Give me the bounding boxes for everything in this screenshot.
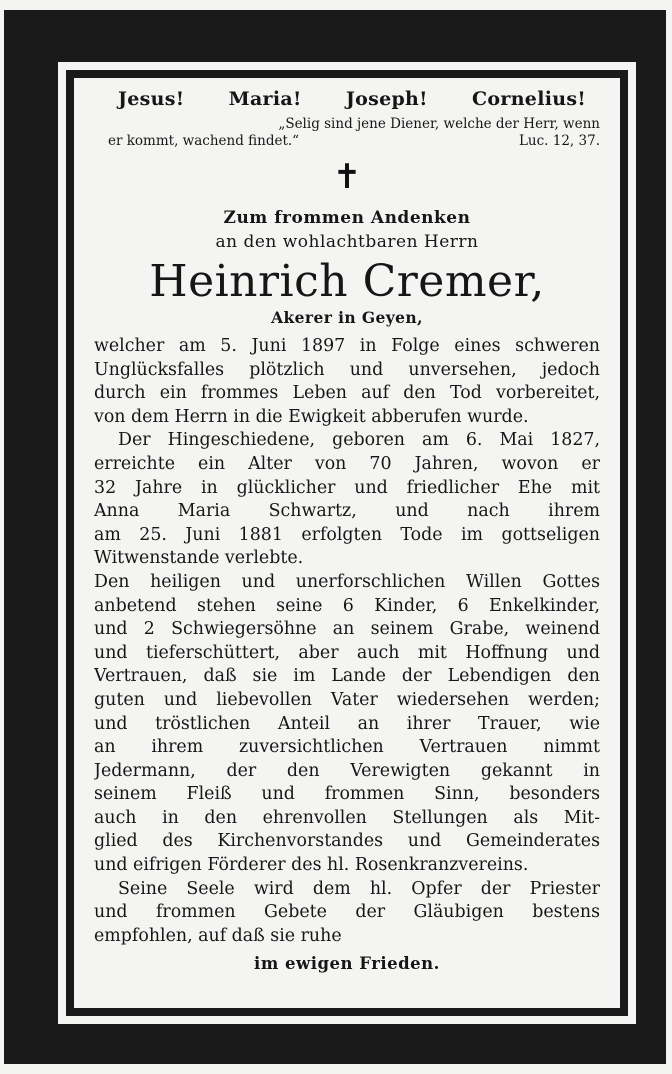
quote-text-end: er kommt, wachend findet.“: [108, 133, 300, 149]
invocation-cornelius: Cornelius!: [471, 88, 586, 110]
cross-icon: ✝: [332, 157, 362, 197]
text-line: glied des Kirchenvorstandes und Gemeinderates: [94, 831, 600, 852]
card-paper: [74, 78, 620, 1008]
text-line: Vertrauen, daß sie im Lande der Lebendigen den: [94, 666, 600, 687]
text-line: auch in den ehrenvollen Stellungen als Mit-: [94, 807, 600, 828]
memorial-heading: Zum frommen Andenken: [223, 208, 471, 228]
text-line: Seine Seele wird dem hl. Opfer der Priester: [118, 878, 600, 899]
text-line: Anna Maria Schwartz, und nach ihrem: [94, 501, 600, 522]
text-line: Der Hingeschiedene, geboren am 6. Mai 1827,: [118, 430, 600, 451]
text-line: und frommen Gebete der Gläubigen bestens: [94, 902, 600, 923]
bible-quote: [94, 116, 600, 150]
text-line: seinem Fleiß und frommen Sinn, besonders: [94, 784, 600, 805]
text-line: und 2 Schwiegersöhne an seinem Grabe, weinend: [94, 619, 600, 640]
text-line: empfohlen, auf daß sie ruhe: [94, 925, 342, 946]
invocation-line: [94, 88, 600, 110]
text-line: Den heiligen und unerforschlichen Willen Gottes: [94, 571, 600, 592]
card-content: [94, 88, 600, 973]
text-line: welcher am 5. Juni 1897 in Folge eines schweren: [94, 336, 600, 356]
deceased-occupation: Akerer in Geyen,: [271, 308, 423, 327]
text-line: und tieferschüttert, aber auch mit Hoffnung und: [94, 642, 600, 663]
text-line: am 25. Juni 1881 erfolgten Tode im gottseligen: [94, 524, 600, 545]
invocation-maria: Maria!: [228, 88, 302, 110]
text-line: erreichte ein Alter von 70 Jahren, wovon er: [94, 453, 600, 474]
quote-line-2: [108, 133, 600, 150]
memorial-text: [94, 335, 600, 948]
text-line: von dem Herrn in die Ewigkeit abberufen wurde.: [94, 406, 529, 427]
deceased-name: Heinrich Cremer,: [149, 256, 545, 307]
text-line: und eifrigen Förderer des hl. Rosenkranzvereins.: [94, 855, 529, 876]
quote-line-1: „Selig sind jene Diener, welche der Herr, wenn: [278, 116, 600, 132]
text-line: an ihrem zuversichtlichen Vertrauen nimmt: [94, 737, 600, 758]
text-line: Unglücksfalles plötzlich und unversehen, jedoch: [94, 359, 600, 380]
text-line: und tröstlichen Anteil an ihrer Trauer, wie: [94, 713, 600, 734]
text-line: Witwenstande verlebte.: [94, 548, 304, 569]
text-line: guten und liebevollen Vater wiedersehen werden;: [94, 689, 600, 710]
closing-line: im ewigen Frieden.: [254, 954, 440, 974]
text-line: Jedermann, der den Verewigten gekannt in: [94, 760, 600, 781]
invocation-jesus: Jesus!: [118, 88, 185, 110]
quote-reference: Luc. 12, 37.: [518, 133, 600, 149]
text-line: anbetend stehen seine 6 Kinder, 6 Enkelkinder,: [94, 595, 600, 616]
text-line: 32 Jahre in glücklicher und friedlicher Ehe mit: [94, 477, 600, 498]
memorial-subheading: an den wohlachtbaren Herrn: [215, 232, 479, 252]
text-line: durch ein frommes Leben auf den Tod vorbereitet,: [94, 383, 600, 404]
invocation-joseph: Joseph!: [345, 88, 428, 110]
